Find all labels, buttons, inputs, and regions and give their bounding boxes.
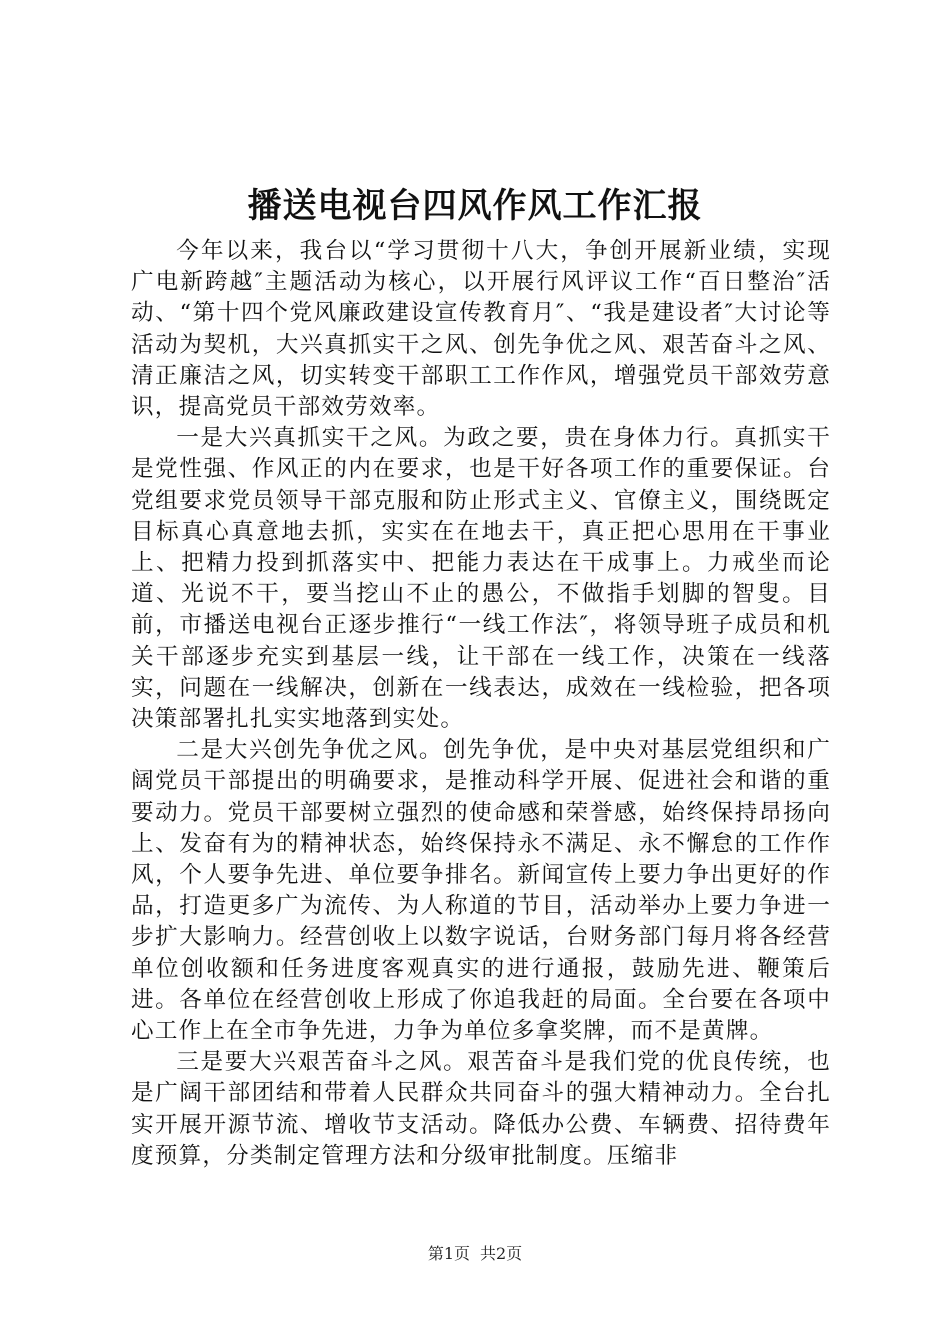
document-title: 播送电视台四风作风工作汇报 xyxy=(247,186,703,226)
page-footer xyxy=(0,1243,950,1265)
paragraph-1: 一是大兴真抓实干之风。为政之要，贵在身体力行。真抓实干是党性强、作风正的内在要求，也是干好各项工作的重要保证。台党组要求党员领导干部克服和防止形式主义、官僚主义，围绕既定目标真心真意地去抓，实实在在地去干，真正把心思用在干事业上、把精力投到抓落实中、把能力表达在干成事上。力戒坐而论道、光说不干，要当挖山不止的愚公，不做指手划脚的智叟。目前，市播送电视台正逐步推行“一线工作法″，将领导班子成员和机关干部逐步充实到基层一线，让干部在一线工作，决策在一线落实，问题在一线解决，创新在一线表达，成效在一线检验，把各项决策部署扎扎实实地落到实处。 xyxy=(131,425,831,733)
paragraph-3: 三是要大兴艰苦奋斗之风。艰苦奋斗是我们党的优良传统，也是广阔干部团结和带着人民群众共同奋斗的强大精神动力。全台扎实开展开源节流、增收节支活动。降低办公费、车辆费、招待费年度预算，分类制定管理方法和分级审批制度。压缩非 xyxy=(131,1049,831,1169)
paragraph-intro: 今年以来，我台以“学习贯彻十八大，争创开展新业绩，实现广电新跨越″主题活动为核心，以开展行风评议工作“百日整治″活动、“第十四个党风廉政建设宣传教育月″、“我是建设者″大讨论等活动为契机，大兴真抓实干之风、创先争优之风、艰苦奋斗之风、清正廉洁之风，切实转变干部职工工作作风，增强党员干部效劳意识，提高党员干部效劳效率。 xyxy=(131,238,831,421)
page-total: 共2页 xyxy=(480,1244,523,1263)
page-number: 第1页 xyxy=(427,1244,470,1263)
document-body xyxy=(131,236,831,1172)
paragraph-2: 二是大兴创先争优之风。创先争优，是中央对基层党组织和广阔党员干部提出的明确要求，是推动科学开展、促进社会和谐的重要动力。党员干部要树立强烈的使命感和荣誉感，始终保持昂扬向上、发奋有为的精神状态，始终保持永不满足、永不懈怠的工作作风，个人要争先进、单位要争排名。新闻宣传上要力争出更好的作品，打造更多广为流传、为人称道的节目，活动举办上要力争进一步扩大影响力。经营创收上以数字说话，台财务部门每月将各经营单位创收额和任务进度客观真实的进行通报，鼓励先进、鞭策后进。各单位在经营创收上形成了你追我赶的局面。全台要在各项中心工作上在全市争先进，力争为单位多拿奖牌，而不是黄牌。 xyxy=(131,737,831,1045)
